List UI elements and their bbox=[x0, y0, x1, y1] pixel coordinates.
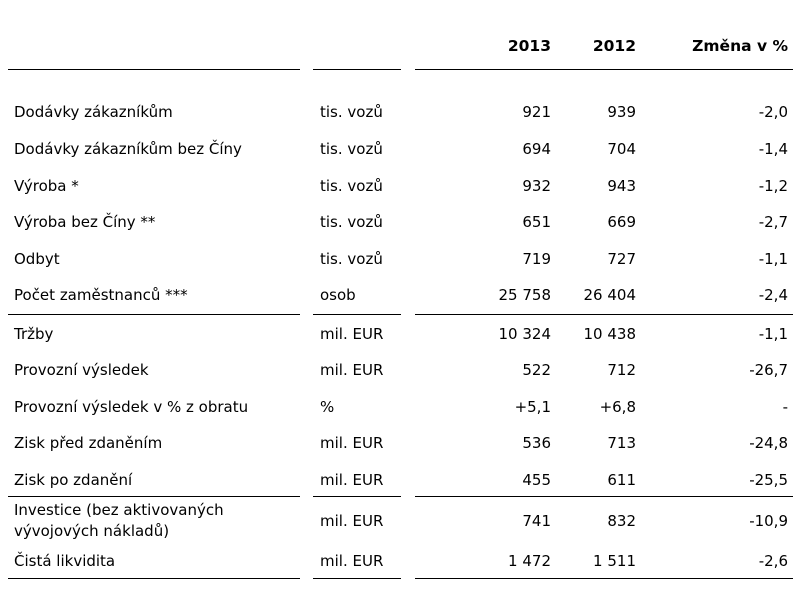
row-change: -1,4 bbox=[758, 140, 788, 158]
row-label: Odbyt bbox=[14, 250, 60, 268]
row-unit: tis. vozů bbox=[320, 213, 383, 231]
row-change: -10,9 bbox=[749, 512, 788, 530]
row-change: -1,2 bbox=[758, 177, 788, 195]
row-unit: tis. vozů bbox=[320, 250, 383, 268]
row-label: Zisk před zdaněním bbox=[14, 434, 163, 452]
row-value-2013: 522 bbox=[522, 361, 551, 379]
section-rule bbox=[8, 314, 300, 315]
header-2013: 2013 bbox=[507, 37, 551, 55]
row-change: -2,6 bbox=[758, 552, 788, 570]
row-change: -25,5 bbox=[749, 471, 788, 489]
row-unit: mil. EUR bbox=[320, 512, 384, 530]
row-unit: mil. EUR bbox=[320, 552, 384, 570]
row-value-2013: 694 bbox=[522, 140, 551, 158]
row-change: -2,7 bbox=[758, 213, 788, 231]
row-value-2012: 669 bbox=[607, 213, 636, 231]
row-value-2013: 25 758 bbox=[498, 286, 551, 304]
bottom-rule bbox=[8, 578, 300, 579]
bottom-rule bbox=[313, 578, 401, 579]
row-label: Počet zaměstnanců *** bbox=[14, 286, 188, 304]
row-label: Výroba * bbox=[14, 177, 79, 195]
row-label: Čistá likvidita bbox=[14, 552, 116, 570]
header-2012: 2012 bbox=[592, 37, 636, 55]
section-rule bbox=[313, 496, 401, 497]
row-value-2013: 741 bbox=[522, 512, 551, 530]
row-change: -24,8 bbox=[749, 434, 788, 452]
row-change: -2,0 bbox=[758, 103, 788, 121]
section-rule bbox=[415, 496, 793, 497]
row-label: Provozní výsledek v % z obratu bbox=[14, 398, 249, 416]
row-value-2013: 651 bbox=[522, 213, 551, 231]
section-rule bbox=[8, 496, 300, 497]
row-change: - bbox=[782, 398, 788, 416]
row-change: -26,7 bbox=[749, 361, 788, 379]
row-value-2013: +5,1 bbox=[514, 398, 551, 416]
row-value-2013: 1 472 bbox=[508, 552, 551, 570]
header-rule-unit bbox=[313, 69, 401, 70]
header-change: Změna v % bbox=[692, 37, 788, 55]
row-label: Dodávky zákazníkům bez Číny bbox=[14, 140, 242, 158]
row-value-2013: 921 bbox=[522, 103, 551, 121]
row-unit: tis. vozů bbox=[320, 103, 383, 121]
row-unit: osob bbox=[320, 286, 356, 304]
row-unit: tis. vozů bbox=[320, 140, 383, 158]
row-unit: tis. vozů bbox=[320, 177, 383, 195]
row-value-2012: 10 438 bbox=[583, 325, 636, 343]
row-value-2012: 26 404 bbox=[583, 286, 636, 304]
row-value-2012: 939 bbox=[607, 103, 636, 121]
row-value-2012: 704 bbox=[607, 140, 636, 158]
row-label: Zisk po zdanění bbox=[14, 471, 133, 489]
row-label: Výroba bez Číny ** bbox=[14, 213, 156, 231]
section-rule bbox=[415, 314, 793, 315]
row-change: -2,4 bbox=[758, 286, 788, 304]
row-value-2012: 727 bbox=[607, 250, 636, 268]
row-change: -1,1 bbox=[758, 250, 788, 268]
row-label: Dodávky zákazníkům bbox=[14, 103, 173, 121]
row-unit: % bbox=[320, 398, 335, 416]
row-value-2012: +6,8 bbox=[599, 398, 636, 416]
row-label: Investice (bez aktivovaných vývojových nákladů) bbox=[14, 501, 224, 540]
section-rule bbox=[313, 314, 401, 315]
row-value-2012: 943 bbox=[607, 177, 636, 195]
row-value-2013: 455 bbox=[522, 471, 551, 489]
header-rule-values bbox=[415, 69, 793, 70]
row-value-2012: 832 bbox=[607, 512, 636, 530]
row-value-2012: 1 511 bbox=[593, 552, 636, 570]
row-change: -1,1 bbox=[758, 325, 788, 343]
row-unit: mil. EUR bbox=[320, 361, 384, 379]
row-value-2012: 712 bbox=[607, 361, 636, 379]
header-rule-label bbox=[8, 69, 300, 70]
bottom-rule bbox=[415, 578, 793, 579]
row-unit: mil. EUR bbox=[320, 325, 384, 343]
row-label: Provozní výsledek bbox=[14, 361, 149, 379]
row-value-2012: 713 bbox=[607, 434, 636, 452]
row-value-2013: 536 bbox=[522, 434, 551, 452]
row-value-2012: 611 bbox=[607, 471, 636, 489]
row-value-2013: 719 bbox=[522, 250, 551, 268]
row-label: Tržby bbox=[14, 325, 54, 343]
row-value-2013: 932 bbox=[522, 177, 551, 195]
row-value-2013: 10 324 bbox=[498, 325, 551, 343]
row-unit: mil. EUR bbox=[320, 434, 384, 452]
row-unit: mil. EUR bbox=[320, 471, 384, 489]
